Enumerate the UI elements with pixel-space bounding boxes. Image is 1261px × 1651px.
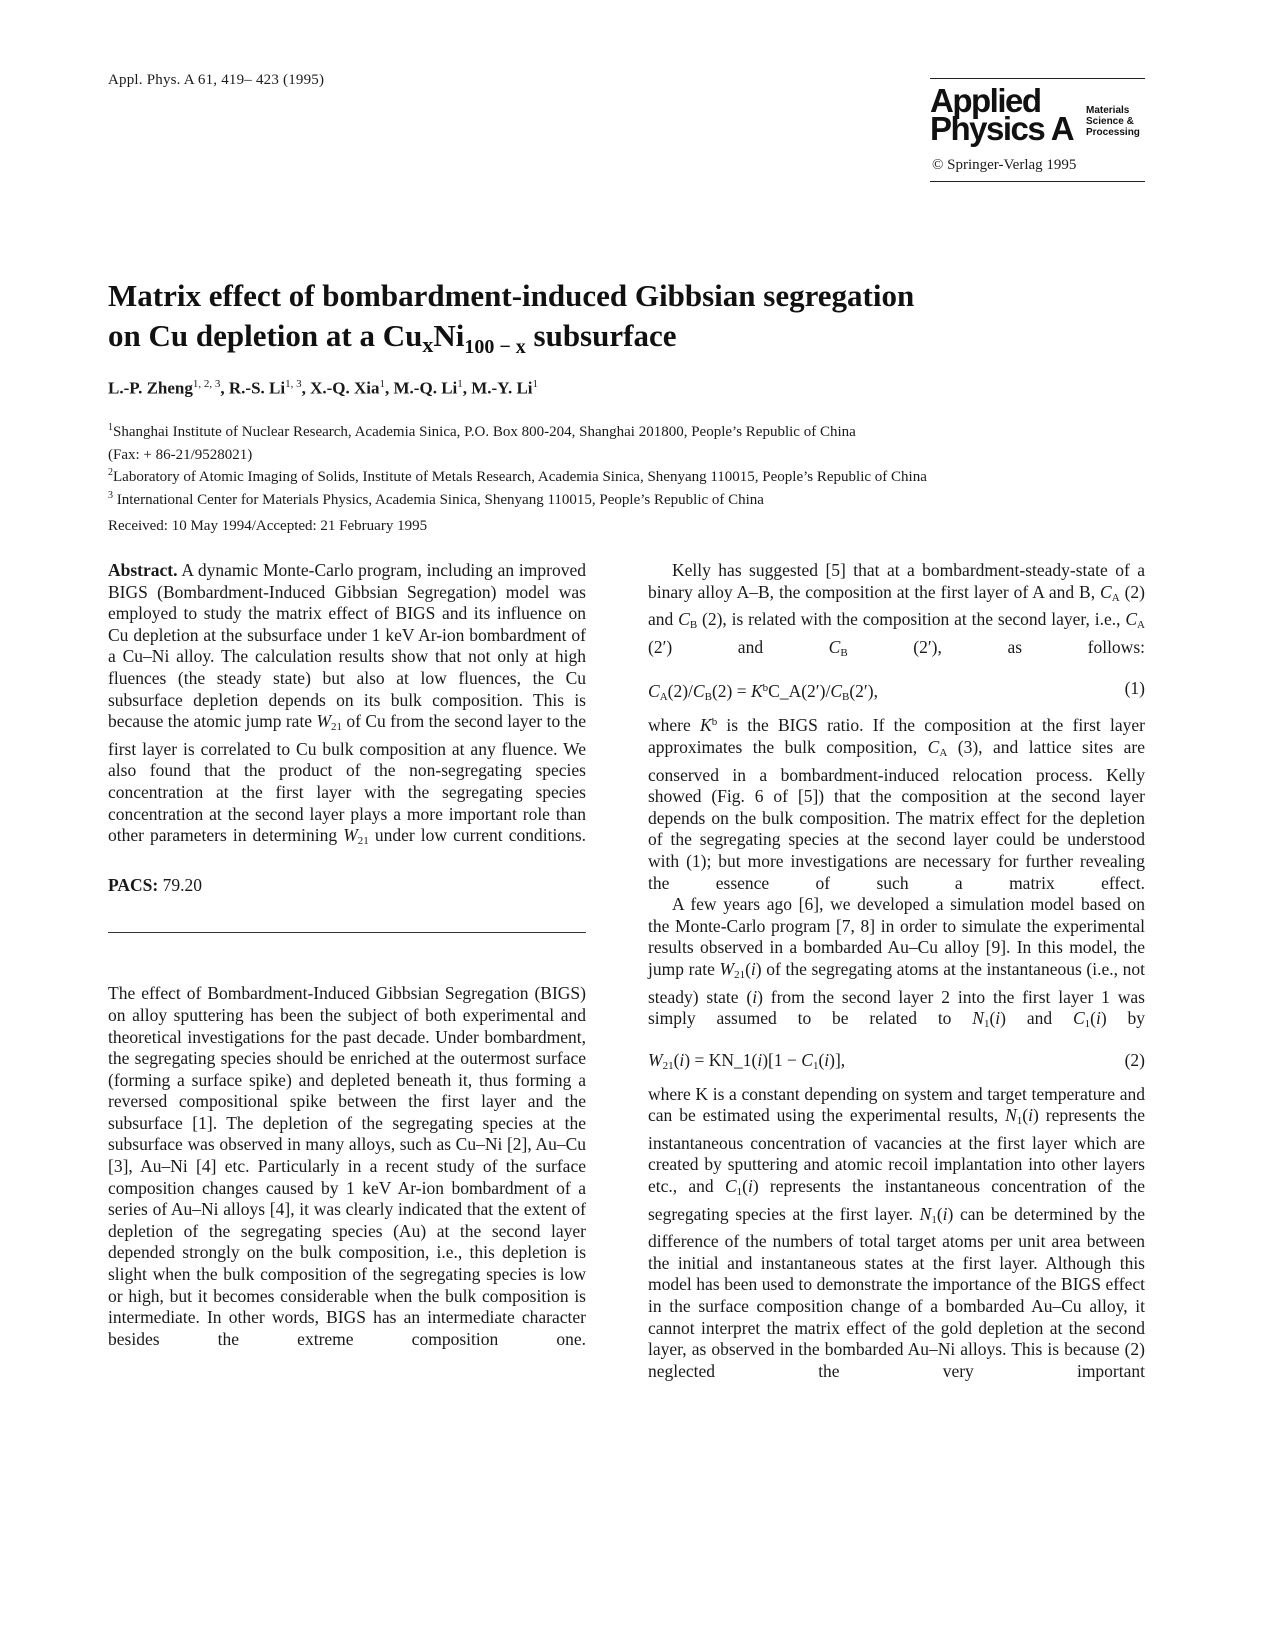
abstract	[108, 560, 586, 853]
affiliation-line	[108, 487, 927, 510]
logo-word-applied: Applied	[930, 82, 1041, 119]
pacs-value: 79.20	[162, 874, 202, 895]
author-name: R.-S. Li	[228, 378, 286, 398]
title-text: subsurface	[525, 318, 677, 353]
author-list: L.-P. Zheng$^{1, 2, 3}$, R.-S. Li$^{1, 3}$, X.-Q. Xia$^1$, M.-Q. Li$^1$, M.-Y. Li$^1$	[108, 378, 539, 398]
journal-logo	[930, 78, 1150, 188]
abstract-text: of Cu from the second layer to the first layer is correlated to Cu bulk composition at any fluence. We also found that the product of the non-segregating species concentration at the first layer with the segregating species concentration at the second layer plays a more important role than other parameters in determining	[108, 711, 587, 846]
logo-word-physics: Physics A	[930, 110, 1074, 147]
logo-rule-bottom	[930, 181, 1145, 182]
title-subscript: 100 − x	[464, 336, 526, 358]
body-paragraph-3: A few years ago [6], we developed a simulation model based on the Monte-Carlo program [7, 8] in order to simulate the experimental results observed in a bombarded Au–Cu alloy [9]. In this model, the jump rate $W_{21}(i)$ of the segregating atoms at the instantaneous (i.e., not steady) state (i) from the second layer 2 into the first layer 1 was simply assumed to be related to $N_1(i)$ and $C_1(i)$ by	[648, 894, 1145, 1031]
equation-body: $C_A(2)/C_B(2)$ = $K^bC\_A(2')/C_B(2')$,	[648, 681, 878, 704]
affiliation-line	[108, 464, 927, 487]
equation-body: $W_{21}(i)$ = KN_1(i)[1 − $C_1(i)$],	[648, 1049, 846, 1072]
affiliation-text: Laboratory of Atomic Imaging of Solids, Institute of Metals Research, Academia Sinica, Shenyang 110015, People’s Republic of China	[113, 469, 927, 485]
affiliation-text: International Center for Materials Physics, Academia Sinica, Shenyang 110015, People’s Republic of China	[113, 491, 764, 508]
affiliation-mark: 2	[108, 467, 113, 478]
author-affiliation-mark: 1, 2, 3	[192, 378, 221, 390]
author-affiliation-mark: 1	[532, 378, 539, 390]
logo-tagline	[1086, 105, 1140, 138]
equation-number: (2)	[1124, 1049, 1145, 1070]
author-name: L.-P. Zheng	[108, 378, 193, 398]
equation-2	[648, 1050, 1145, 1072]
author-name: M.-Q. Li	[393, 378, 458, 398]
affiliation-line	[108, 419, 927, 442]
author-affiliation-mark: 1, 3	[285, 378, 302, 390]
logo-tagline-line: Materials	[1086, 105, 1130, 116]
affiliation-text: (Fax: + 86-21/9528021)	[108, 446, 253, 463]
logo-tagline-line: Processing	[1086, 127, 1140, 138]
left-column	[108, 560, 586, 1350]
abstract-text: under low current conditions.	[374, 825, 587, 846]
title-line-2	[108, 316, 914, 367]
logo-rule-top	[930, 78, 1145, 79]
affiliation-line	[108, 442, 927, 465]
paper-title	[108, 276, 914, 367]
author-affiliation-mark: 1	[379, 378, 386, 390]
author-name: X.-Q. Xia	[310, 378, 380, 398]
affiliation-mark: 3	[108, 489, 113, 501]
author-name: M.-Y. Li	[471, 378, 533, 398]
equation-1	[648, 678, 1145, 704]
title-line-1: Matrix effect of bombardment-induced Gibbsian segregation	[108, 278, 915, 313]
math-subscript: 21	[357, 835, 369, 848]
abstract-label: Abstract.	[108, 560, 178, 580]
equation-number: (1)	[1124, 678, 1145, 699]
affiliation-text: Shanghai Institute of Nuclear Research, Academia Sinica, P.O. Box 800-204, Shanghai 201800, People’s Republic of China	[113, 424, 856, 440]
affiliation-mark: 1	[108, 422, 113, 433]
title-text: Ni	[433, 318, 465, 353]
title-subscript: x	[422, 332, 434, 357]
intro-paragraph: The effect of Bombardment-Induced Gibbsian Segregation (BIGS) on alloy sputtering has been the subject of both experimental and theoretical investigations for the past decade. Under bombardment, the segregating species should be enriched at the outermost surface (forming a surface spike) and depleted beneath it, thus forming a reversed compositional spike between the first layer and the subsurface [1]. The depletion of the segregating species at the subsurface was observed in many alloys, such as Cu–Ni [2], Au–Cu [3], Au–Ni [4] etc. Particularly in a recent study of the surface composition changes caused by 1 keV Ar-ion bombardment of a series of Au–Ni alloys [4], it was clearly indicated that the extent of depletion of the segregating species (Au) at the second layer depended strongly on the bulk composition, i.e., this depletion is slight when the bulk composition of the segregating species is low or high, but it becomes considerable when the bulk composition is intermediate. In other words, BIGS has an intermediate character besides the extreme composition one.	[108, 983, 586, 1349]
section-divider	[108, 932, 586, 933]
author-affiliation-mark: 1	[457, 378, 463, 390]
journal-reference: Appl. Phys. A 61, 419– 423 (1995)	[108, 72, 325, 88]
abstract-text: A dynamic Monte-Carlo program, including an improved BIGS (Bombardment-Induced Gibbsian Segregation) model was employed to study the matrix effect of BIGS and its influence on Cu depletion at the subsurface under 1 keV Ar-ion bombardment of a Cu–Ni alloy. The calculation results show that not only at high fluences (the steady state) but also at low fluences, the Cu subsurface depletion depends on its bulk composition. This is because the atomic jump rate	[108, 560, 586, 732]
copyright-notice: © Springer-Verlag 1995	[932, 157, 1077, 173]
body-paragraph-1: Kelly has suggested [5] that at a bombardment-steady-state of a binary alloy A–B, the composition at the first layer of A and B, $C_A$ (2) and $C_B$ (2), is related with the composition at the second layer, i.e., $C_A$ (2′) and $C_B$ (2′), as follows:	[648, 560, 1145, 659]
pacs-label: PACS:	[108, 874, 159, 895]
right-column	[648, 560, 1145, 1382]
logo-tagline-line: Science &	[1086, 116, 1134, 127]
title-text: on Cu depletion at a Cu	[108, 318, 423, 353]
math-symbol: W	[343, 825, 358, 846]
received-dates: Received: 10 May 1994/Accepted: 21 February 1995	[108, 518, 428, 534]
pacs-line	[108, 875, 586, 897]
math-symbol: W	[316, 711, 332, 732]
math-subscript: 21	[331, 721, 343, 734]
body-paragraph-4: where K is a constant depending on system and target temperature and can be estimated using the experimental results, $N_1(i)$ represents the instantaneous concentration of vacancies at the first layer which are created by sputtering and atomic recoil implantation into other layers etc., and $C_1(i)$ represents the instantaneous concentration of the segregating species at the first layer. $N_1(i)$ can be determined by the difference of the numbers of total target atoms per unit area between the initial and instantaneous states at the first layer. Although this model has been used to demonstrate the importance of the BIGS effect in the surface composition change of a bombarded Au–Cu alloy, it cannot interpret the matrix effect of the gold depletion at the second layer, as observed in the bombarded Au–Ni alloys. This is because (2) neglected the very important	[648, 1083, 1145, 1381]
affiliation-list	[108, 419, 927, 509]
body-paragraph-2: where $K^b$ is the BIGS ratio. If the composition at the first layer approximates the bulk composition, $C_A$ (3), and lattice sites are conserved in a bombardment-induced relocation process. Kelly showed (Fig. 6 of [5]) that the composition at the second layer depends on the bulk composition. The matrix effect for the depletion of the segregating species at the second layer could be understood with (1); but more investigations are necessary for further revealing the essence of such a matrix effect.	[648, 715, 1146, 893]
